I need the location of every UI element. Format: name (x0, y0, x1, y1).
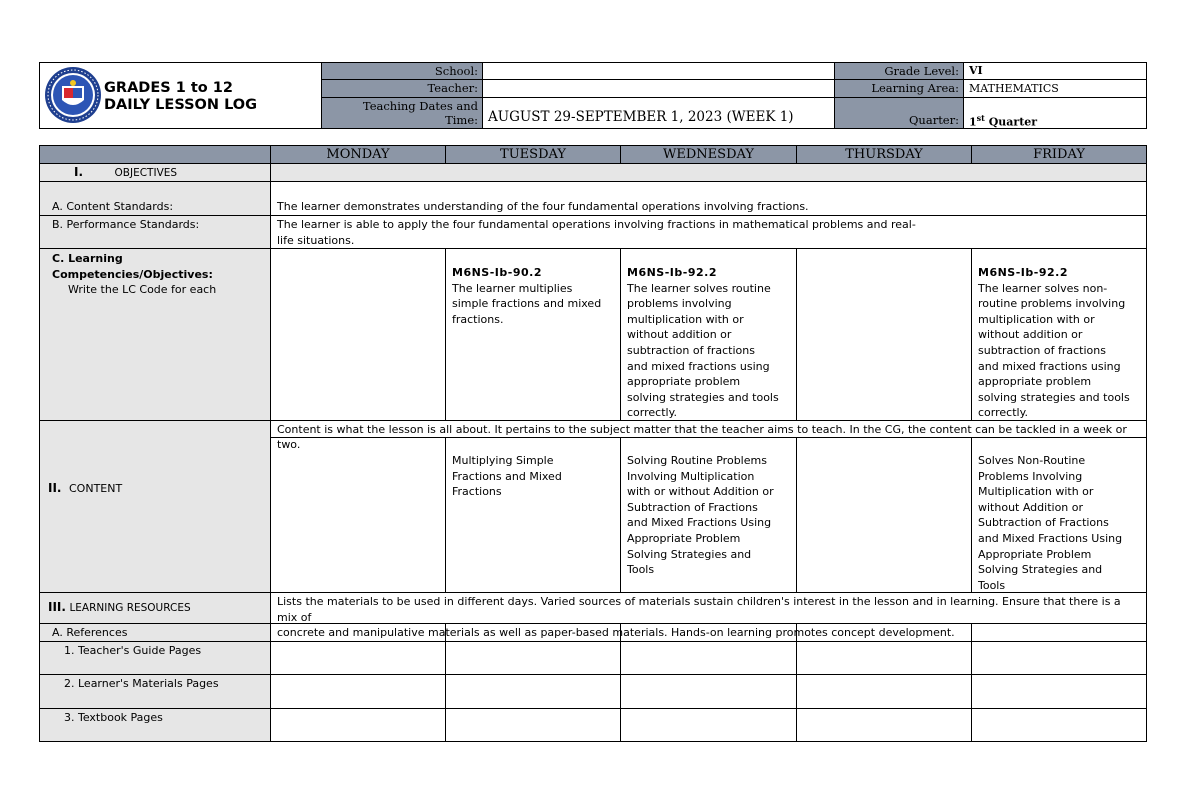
resources-description-line-2: concrete and manipulative materials as well as paper-based materials. Hands-on learning promotes concept development. (277, 626, 955, 640)
performance-standards-label: B. Performance Standards: (39, 215, 271, 249)
content-line: without Addition or (978, 500, 1084, 514)
resources-heading (39, 592, 271, 624)
content-line: Appropriate Problem (978, 547, 1092, 561)
references-wednesday[interactable] (620, 623, 797, 642)
competency-line: The learner multiplies (452, 281, 573, 295)
grade-level-field[interactable]: VI (963, 62, 1147, 80)
content-monday (270, 437, 446, 593)
content-line: Multiplication with or (978, 485, 1094, 499)
textbook-tuesday[interactable] (445, 708, 621, 742)
objectives-numeral: I. (74, 165, 84, 179)
competency-code: M6NS-Ib-90.2 (452, 266, 542, 279)
objectives-label: OBJECTIVES (114, 167, 178, 179)
competency-line: fractions. (452, 312, 504, 326)
tg-thursday[interactable] (796, 641, 972, 675)
competency-line: appropriate problem (978, 375, 1092, 389)
competencies-title: C. Learning Competencies/Objectives: (52, 252, 213, 281)
content-line: Solves Non-Routine (978, 454, 1086, 467)
teacher-label: Teacher: (321, 79, 483, 98)
content-description: Content is what the lesson is all about. It pertains to the subject matter that the teacher aims to teach. In the CG, the content can be tackled in a week or two. (270, 420, 1147, 438)
content-line: Problems Involving (978, 469, 1083, 483)
content-line: Subtraction of Fractions (627, 500, 758, 514)
content-line: with or without Addition or (627, 485, 774, 499)
content-heading (39, 420, 271, 593)
competency-friday (971, 248, 1147, 421)
title-line-1: GRADES 1 to 12 (104, 80, 233, 96)
grade-level-label: Grade Level: (834, 62, 964, 80)
content-friday (971, 437, 1147, 593)
lm-wednesday[interactable] (620, 674, 797, 709)
day-header-friday: FRIDAY (971, 145, 1147, 164)
tg-pages-label: 1. Teacher's Guide Pages (39, 641, 271, 675)
lm-monday[interactable] (270, 674, 446, 709)
content-line: Solving Strategies and (978, 563, 1103, 577)
tg-wednesday[interactable] (620, 641, 797, 675)
quarter-number: 1 (969, 115, 977, 129)
competency-line: solving strategies and tools (978, 390, 1130, 404)
content-line: Solving Strategies and (627, 547, 752, 561)
content-line: Appropriate Problem (627, 531, 741, 545)
competency-monday (270, 248, 446, 421)
textbook-wednesday[interactable] (620, 708, 797, 742)
day-header-wednesday: WEDNESDAY (620, 145, 797, 164)
tg-friday[interactable] (971, 641, 1147, 675)
textbook-thursday[interactable] (796, 708, 972, 742)
references-monday[interactable] (270, 623, 446, 642)
competency-line: problems involving (627, 297, 732, 311)
lm-tuesday[interactable] (445, 674, 621, 709)
competency-line: simple fractions and mixed (452, 297, 602, 311)
competency-line: routine problems involving (978, 297, 1126, 311)
school-label: School: (321, 62, 483, 80)
content-line: and Mixed Fractions Using (978, 531, 1123, 545)
quarter-field[interactable] (963, 97, 1147, 129)
dates-label-line-1: Teaching Dates and (362, 99, 478, 113)
content-thursday (796, 437, 972, 593)
competency-line: The learner solves routine (627, 281, 771, 295)
references-friday[interactable] (971, 623, 1147, 642)
competency-line: and mixed fractions using (978, 359, 1121, 373)
dates-field[interactable]: AUGUST 29-SEPTEMBER 1, 2023 (WEEK 1) (482, 97, 835, 129)
content-label: CONTENT (69, 482, 123, 495)
teacher-field[interactable] (482, 79, 835, 98)
performance-standards-line-2: life situations. (277, 233, 355, 247)
content-line: Solving Routine Problems (627, 454, 767, 467)
content-line: Fractions (452, 485, 502, 499)
deped-seal-icon (44, 66, 102, 124)
content-line: Tools (627, 563, 655, 577)
competency-thursday (796, 248, 972, 421)
textbook-friday[interactable] (971, 708, 1147, 742)
competency-line: appropriate problem (627, 375, 741, 389)
competency-line: without addition or (978, 328, 1083, 342)
competency-line: correctly. (978, 406, 1029, 420)
learning-area-label: Learning Area: (834, 79, 964, 98)
dates-label (321, 97, 483, 129)
tg-tuesday[interactable] (445, 641, 621, 675)
lm-thursday[interactable] (796, 674, 972, 709)
quarter-suffix: st (976, 113, 985, 123)
competencies-subtitle: Write the LC Code for each (68, 283, 217, 297)
header-title-cell (39, 62, 322, 129)
performance-standards-line-1: The learner is able to apply the four fundamental operations involving fractions in mathematical problems and real- (277, 218, 916, 231)
competency-line: subtraction of fractions (978, 343, 1106, 357)
dates-label-line-2: Time: (445, 113, 478, 127)
competencies-label (39, 248, 271, 421)
content-line: Fractions and Mixed (452, 469, 562, 483)
content-numeral: II. (48, 481, 62, 495)
content-line: and Mixed Fractions Using (627, 516, 772, 530)
lm-friday[interactable] (971, 674, 1147, 709)
competency-line: The learner solves non- (978, 281, 1108, 295)
lm-pages-label: 2. Learner's Materials Pages (39, 674, 271, 709)
learning-area-field[interactable]: MATHEMATICS (963, 79, 1147, 98)
resources-label: LEARNING RESOURCES (69, 602, 191, 614)
references-label: A. References (39, 623, 271, 642)
references-tuesday[interactable] (445, 623, 621, 642)
resources-numeral: III. (48, 600, 66, 614)
competency-code: M6NS-Ib-92.2 (978, 266, 1068, 279)
competency-line: correctly. (627, 406, 678, 420)
content-standards-label: A. Content Standards: (39, 181, 271, 216)
day-header-tuesday: TUESDAY (445, 145, 621, 164)
content-line: Subtraction of Fractions (978, 516, 1109, 530)
competency-wednesday (620, 248, 797, 421)
school-field[interactable] (482, 62, 835, 80)
competency-line: without addition or (627, 328, 732, 342)
title-line-2: DAILY LESSON LOG (104, 97, 258, 113)
day-header-thursday: THURSDAY (796, 145, 972, 164)
competency-line: multiplication with or (627, 312, 744, 326)
quarter-label: Quarter: (834, 97, 964, 129)
competency-code: M6NS-Ib-92.2 (627, 266, 717, 279)
day-header-monday: MONDAY (270, 145, 446, 164)
quarter-word: Quarter (984, 115, 1038, 129)
content-standards-text: The learner demonstrates understanding of the four fundamental operations involving fractions. (270, 181, 1147, 216)
content-line: Multiplying Simple (452, 454, 554, 467)
textbook-pages-label: 3. Textbook Pages (39, 708, 271, 742)
performance-standards-text (270, 215, 1147, 249)
resources-description (270, 592, 1147, 640)
content-wednesday (620, 437, 797, 593)
competency-tuesday (445, 248, 621, 421)
textbook-monday[interactable] (270, 708, 446, 742)
resources-description-line-1: Lists the materials to be used in different days. Varied sources of materials sustain children's interest in the lesson and in learning. Ensure that there is a mix of (277, 595, 1121, 624)
competency-line: and mixed fractions using (627, 359, 770, 373)
content-line: Involving Multiplication (627, 469, 755, 483)
content-tuesday (445, 437, 621, 593)
objectives-heading (39, 163, 271, 182)
competency-line: subtraction of fractions (627, 343, 755, 357)
competency-line: multiplication with or (978, 312, 1095, 326)
day-header-blank (39, 145, 271, 164)
competency-line: solving strategies and tools (627, 390, 779, 404)
references-thursday[interactable] (796, 623, 972, 642)
tg-monday[interactable] (270, 641, 446, 675)
objectives-heading-fill (270, 163, 1147, 182)
content-line: Tools (978, 578, 1006, 592)
